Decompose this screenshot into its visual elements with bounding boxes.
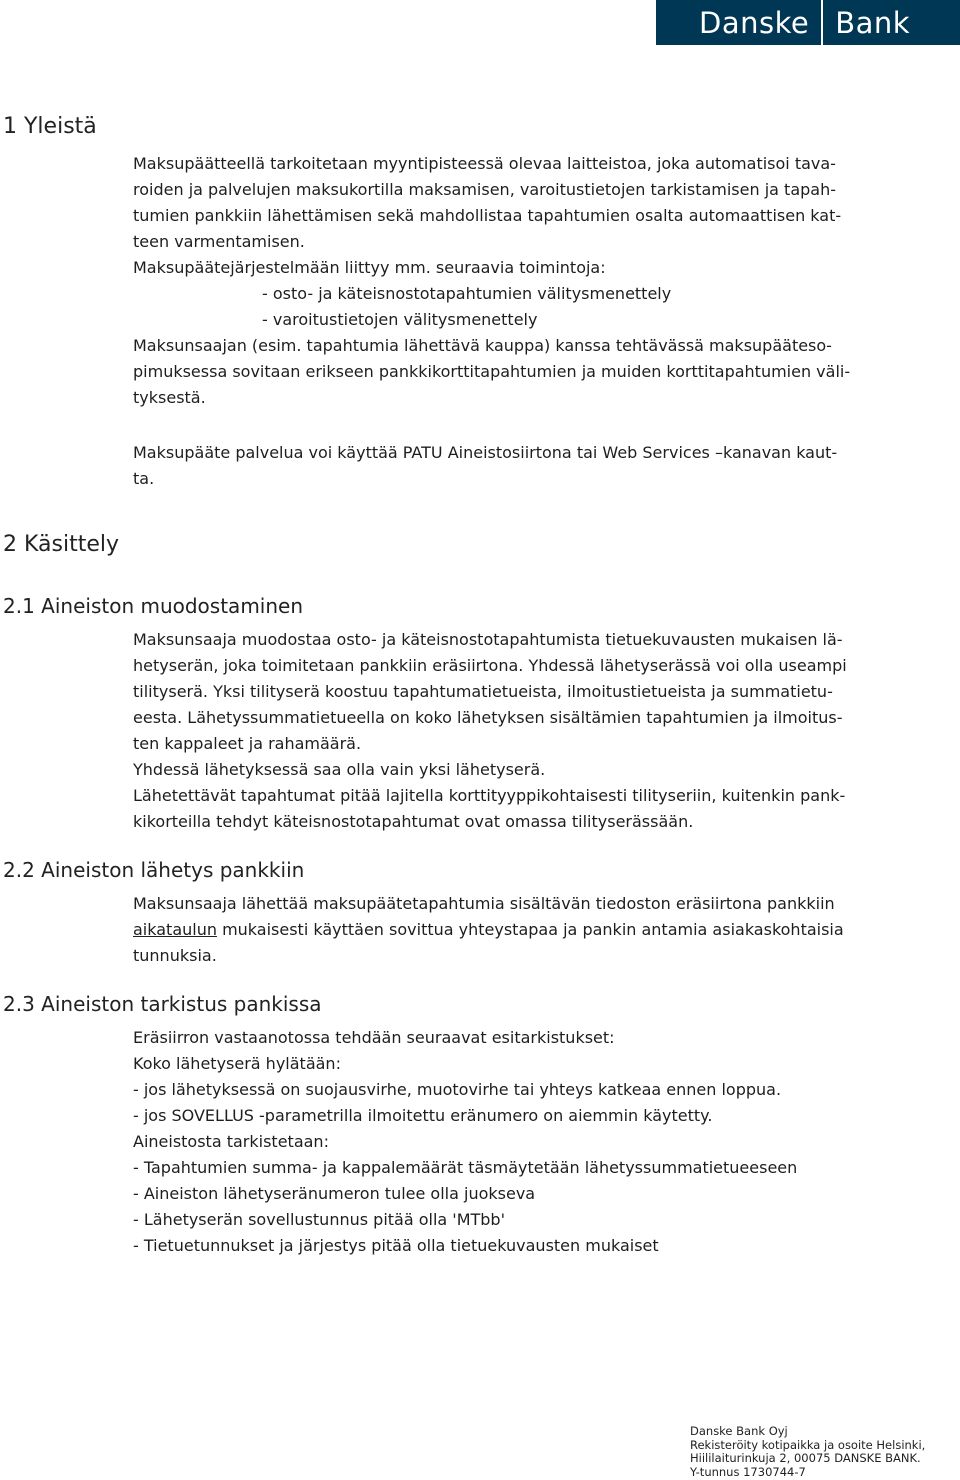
section-2-3-title: 2.3 Aineiston tarkistus pankissa — [3, 992, 322, 1016]
list-item: - Tietuetunnukset ja järjestys pitää olla tietuekuvausten mukaiset — [133, 1236, 659, 1255]
list-item: - Lähetyserän sovellustunnus pitää olla 'MTbb' — [133, 1210, 505, 1229]
text-line: pimuksessa sovitaan erikseen pankkikorttitapahtumien ja muiden korttitapahtumien väli- — [133, 362, 851, 381]
text-line — [133, 917, 913, 943]
text-line: Maksupääte palvelua voi käyttää PATU Aineistosiirtona tai Web Services –kanavan kaut- — [133, 443, 838, 462]
text-line: roiden ja palvelujen maksukortilla maksamisen, varoitustietojen tarkistamisen ja tapah- — [133, 180, 836, 199]
footer-line: Y-tunnus 1730744-7 — [690, 1464, 806, 1479]
section-2-title: 2 Käsittely — [3, 532, 120, 557]
text-line: ta. — [133, 469, 155, 488]
text-line: Maksunsaaja lähettää maksupäätetapahtumia sisältävän tiedoston eräsiirtona pankkiin — [133, 894, 835, 913]
text-line: tilityserä. Yksi tilityserä koostuu tapahtumatietueista, ilmoitustietueista ja summatietu- — [133, 682, 833, 701]
list-item: - Tapahtumien summa- ja kappalemäärät täsmäytetään lähetyssummatietueeseen — [133, 1158, 798, 1177]
company-footer — [690, 1425, 925, 1479]
text-line: teen varmentamisen. — [133, 232, 305, 251]
list-item: - varoitustietojen välitysmenettely — [262, 310, 538, 329]
text-fragment: mukaisesti käyttäen sovittua yhteystapaa ja pankin antamia asiakaskohtaisia — [216, 920, 844, 939]
section-1-title: 1 Yleistä — [3, 114, 97, 139]
danske-bank-logo — [656, 0, 960, 45]
footer-line: Rekisteröity kotipaikka ja osoite Helsinki, — [690, 1437, 926, 1452]
footer-line: Hiililaiturinkuja 2, 00075 DANSKE BANK. — [690, 1451, 921, 1466]
text-line: Maksunsaajan (esim. tapahtumia lähettävä kauppa) kanssa tehtävässä maksupäätesо- — [133, 336, 832, 355]
text-line: Eräsiirron vastaanotossa tehdään seuraavat esitarkistukset: — [133, 1028, 615, 1047]
text-line: ten kappaleet ja rahamäärä. — [133, 734, 362, 753]
text-line: Aineistosta tarkistetaan: — [133, 1132, 329, 1151]
list-item: - jos SOVELLUS -parametrilla ilmoitettu eränumero on aiemmin käytetty. — [133, 1106, 713, 1125]
text-line: Yhdessä lähetyksessä saa olla vain yksi lähetyserä. — [133, 760, 546, 779]
text-line: Maksunsaaja muodostaa osto- ja käteisnostotapahtumista tietuekuvausten mukaisen lä- — [133, 630, 843, 649]
section-1-paragraph-1 — [133, 151, 913, 411]
text-line: Lähetettävät tapahtumat pitää lajitella korttityyppikohtaisesti tilityseriin, kuitenkin pank- — [133, 786, 846, 805]
text-line: Maksupäätteellä tarkoitetaan myyntipisteessä olevaa laitteistoa, joka automatisoi tava- — [133, 154, 836, 173]
text-line: hetyserän, joka toimitetaan pankkiin eräsiirtona. Yhdessä lähetyserässä voi olla useampi — [133, 656, 847, 675]
section-2-1-title: 2.1 Aineiston muodostaminen — [3, 594, 304, 618]
text-line: tyksestä. — [133, 388, 206, 407]
section-2-1-body — [133, 627, 913, 835]
logo-word-danske: Danske — [699, 5, 810, 40]
footer-line: Danske Bank Oyj — [690, 1424, 788, 1438]
list-item: - jos lähetyksessä on suojausvirhe, muotovirhe tai yhteys katkeaa ennen loppua. — [133, 1080, 782, 1099]
text-line: tunnuksia. — [133, 946, 217, 965]
text-line: eesta. Lähetyssummatietueella on koko lähetyksen sisältämien tapahtumien ja ilmoitus- — [133, 708, 843, 727]
list-item: - osto- ja käteisnostotapahtumien välitysmenettely — [262, 284, 672, 303]
text-line: Koko lähetyserä hylätään: — [133, 1054, 341, 1073]
text-line: Maksupäätejärjestelmään liittyy mm. seuraavia toimintoja: — [133, 258, 606, 277]
text-line: kikorteilla tehdyt käteisnostotapahtumat ovat omassa tilityserässään. — [133, 812, 694, 831]
list-item: - Aineiston lähetyseränumeron tulee olla juokseva — [133, 1184, 536, 1203]
logo-separator — [821, 0, 823, 45]
section-2-3-body — [133, 1025, 913, 1259]
section-2-2-title: 2.2 Aineiston lähetys pankkiin — [3, 858, 305, 882]
logo-word-bank: Bank — [835, 5, 911, 40]
section-1-paragraph-3 — [133, 440, 913, 492]
text-line: tumien pankkiin lähettämisen sekä mahdollistaa tapahtumien osalta automaattisen kat- — [133, 206, 842, 225]
section-2-2-body — [133, 891, 913, 969]
schedule-link[interactable]: aikataulun — [133, 920, 217, 939]
